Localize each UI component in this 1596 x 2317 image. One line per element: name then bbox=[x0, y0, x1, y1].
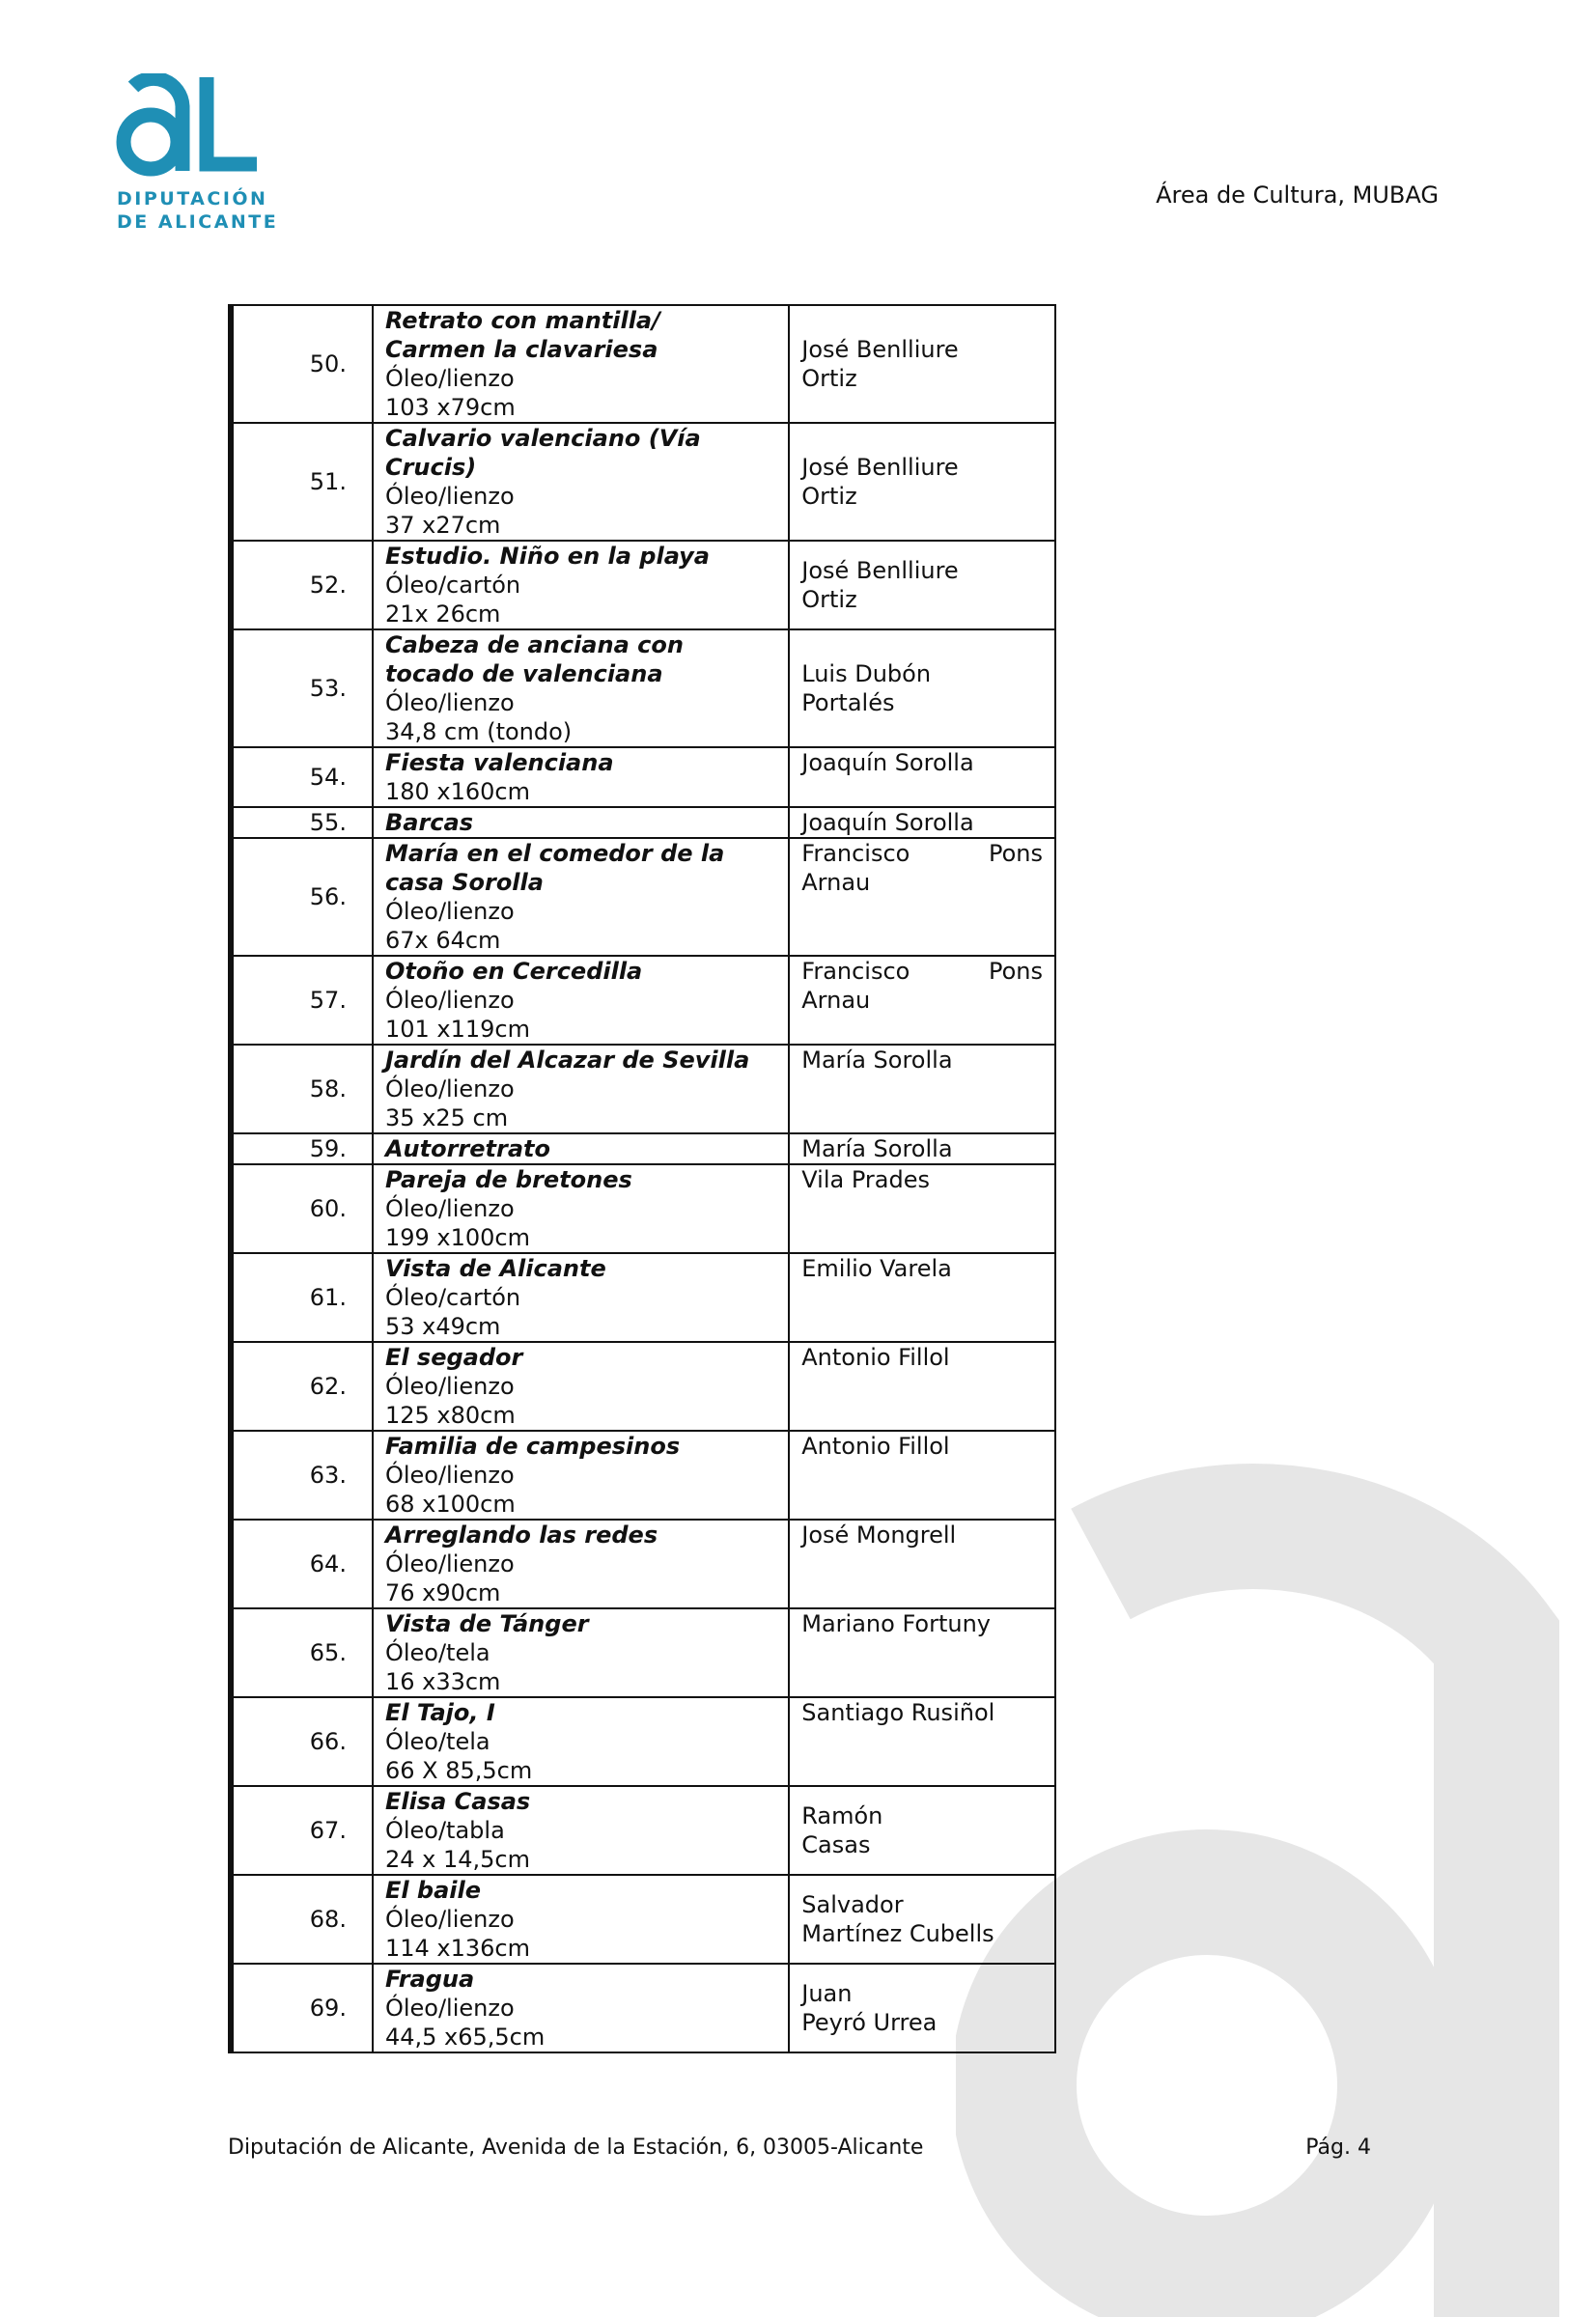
row-number: 63. bbox=[231, 1431, 373, 1520]
artwork-title: Estudio. Niño en la playa bbox=[384, 543, 710, 570]
artwork-detail: Óleo/cartón bbox=[384, 572, 521, 599]
author-cell bbox=[789, 747, 1055, 807]
artwork-detail: 44,5 x65,5cm bbox=[384, 2024, 546, 2051]
artwork-cell bbox=[373, 1697, 789, 1786]
author-name: Peyró Urrea bbox=[801, 2009, 938, 2036]
artwork-detail: 103 x79cm bbox=[384, 394, 516, 421]
author-name: Francisco Pons bbox=[801, 840, 1043, 867]
author-name: Portalés bbox=[801, 689, 895, 716]
artwork-detail: 24 x 14,5cm bbox=[384, 1846, 530, 1873]
row-number: 52. bbox=[231, 541, 373, 629]
artwork-cell bbox=[373, 1045, 789, 1133]
author-cell bbox=[789, 1164, 1055, 1253]
author-name: Casas bbox=[801, 1831, 871, 1858]
author-cell bbox=[789, 541, 1055, 629]
artwork-title: María en el comedor de la bbox=[384, 840, 725, 867]
table-row bbox=[231, 1133, 1055, 1164]
author-cell bbox=[789, 1786, 1055, 1875]
artwork-detail: 101 x119cm bbox=[384, 1016, 530, 1043]
artwork-cell bbox=[373, 1608, 789, 1697]
author-name: Salvador bbox=[801, 1891, 904, 1918]
artwork-title: Arreglando las redes bbox=[384, 1521, 658, 1549]
artwork-detail: 21x 26cm bbox=[384, 600, 501, 628]
row-number: 51. bbox=[231, 423, 373, 541]
table-row bbox=[231, 807, 1055, 838]
table-row bbox=[231, 541, 1055, 629]
artwork-title: Vista de Alicante bbox=[384, 1255, 606, 1282]
org-name-line1: DIPUTACIÓN bbox=[117, 188, 268, 209]
artwork-detail: 37 x27cm bbox=[384, 512, 501, 539]
author-cell bbox=[789, 423, 1055, 541]
author-name: Antonio Fillol bbox=[801, 1344, 950, 1371]
author-cell bbox=[789, 1608, 1055, 1697]
artwork-cell bbox=[373, 305, 789, 423]
author-name: Joaquín Sorolla bbox=[801, 809, 974, 836]
author-name: José Benlliure bbox=[801, 454, 959, 481]
artwork-detail: Óleo/cartón bbox=[384, 1284, 521, 1311]
table-row bbox=[231, 423, 1055, 541]
artwork-detail: 67x 64cm bbox=[384, 927, 501, 954]
artwork-cell bbox=[373, 423, 789, 541]
author-cell bbox=[789, 1520, 1055, 1608]
artwork-cell bbox=[373, 541, 789, 629]
row-number: 65. bbox=[231, 1608, 373, 1697]
artwork-cell bbox=[373, 838, 789, 956]
row-number: 54. bbox=[231, 747, 373, 807]
author-cell bbox=[789, 1133, 1055, 1164]
author-name: Francisco Pons bbox=[801, 958, 1043, 985]
table-row bbox=[231, 1786, 1055, 1875]
row-number: 66. bbox=[231, 1697, 373, 1786]
author-cell bbox=[789, 838, 1055, 956]
table-row bbox=[231, 1045, 1055, 1133]
author-name: Ortiz bbox=[801, 483, 857, 510]
artwork-title: Pareja de bretones bbox=[384, 1166, 632, 1193]
artwork-detail: Óleo/lienzo bbox=[384, 1906, 515, 1933]
artwork-title: Calvario valenciano (Vía bbox=[384, 425, 701, 452]
author-cell bbox=[789, 305, 1055, 423]
table-row bbox=[231, 1520, 1055, 1608]
artwork-detail: Óleo/tela bbox=[384, 1728, 490, 1755]
artwork-title: El Tajo, I bbox=[384, 1699, 495, 1726]
row-number: 59. bbox=[231, 1133, 373, 1164]
author-name: Vila Prades bbox=[801, 1166, 930, 1193]
artwork-detail: 76 x90cm bbox=[384, 1579, 501, 1606]
row-number: 60. bbox=[231, 1164, 373, 1253]
artwork-cell bbox=[373, 1520, 789, 1608]
artwork-detail: 53 x49cm bbox=[384, 1313, 501, 1340]
table-row bbox=[231, 747, 1055, 807]
author-cell bbox=[789, 1697, 1055, 1786]
artwork-title: Retrato con mantilla/ bbox=[384, 307, 660, 334]
author-name: José Benlliure bbox=[801, 336, 959, 363]
artwork-title: Fragua bbox=[384, 1966, 475, 1993]
author-cell bbox=[789, 1964, 1055, 2052]
artwork-title: tocado de valenciana bbox=[384, 660, 663, 687]
artwork-title: casa Sorolla bbox=[384, 869, 544, 896]
artwork-cell bbox=[373, 1786, 789, 1875]
artwork-cell bbox=[373, 1964, 789, 2052]
artwork-detail: Óleo/lienzo bbox=[384, 1195, 515, 1222]
artwork-cell bbox=[373, 1253, 789, 1342]
table-row bbox=[231, 629, 1055, 747]
artwork-detail: 34,8 cm (tondo) bbox=[384, 718, 573, 745]
artwork-title: Cabeza de anciana con bbox=[384, 631, 684, 658]
artwork-title: Crucis) bbox=[384, 454, 477, 481]
artwork-detail: 199 x100cm bbox=[384, 1224, 530, 1251]
artwork-cell bbox=[373, 956, 789, 1045]
author-name: José Mongrell bbox=[801, 1521, 957, 1549]
artwork-detail: 180 x160cm bbox=[384, 778, 530, 805]
author-name: María Sorolla bbox=[801, 1047, 953, 1074]
artwork-title: El segador bbox=[384, 1344, 523, 1371]
page-number: Pág. 4 bbox=[1305, 2136, 1371, 2160]
author-cell bbox=[789, 807, 1055, 838]
artwork-detail: 114 x136cm bbox=[384, 1935, 530, 1962]
artwork-title: Fiesta valenciana bbox=[384, 749, 614, 776]
artwork-title: Carmen la clavariesa bbox=[384, 336, 658, 363]
row-number: 50. bbox=[231, 305, 373, 423]
row-number: 68. bbox=[231, 1875, 373, 1964]
table-row bbox=[231, 1342, 1055, 1431]
author-name: Arnau bbox=[801, 987, 871, 1014]
author-name: Santiago Rusiñol bbox=[801, 1699, 995, 1726]
row-number: 53. bbox=[231, 629, 373, 747]
artwork-detail: 66 X 85,5cm bbox=[384, 1757, 533, 1784]
artwork-title: Barcas bbox=[384, 809, 473, 836]
artwork-cell bbox=[373, 1342, 789, 1431]
author-name: Ortiz bbox=[801, 365, 857, 392]
row-number: 55. bbox=[231, 807, 373, 838]
artwork-detail: 16 x33cm bbox=[384, 1668, 501, 1695]
artwork-title: Jardín del Alcazar de Sevilla bbox=[384, 1047, 750, 1074]
artwork-title: Vista de Tánger bbox=[384, 1610, 589, 1637]
artwork-detail: Óleo/lienzo bbox=[384, 689, 515, 716]
artwork-detail: Óleo/lienzo bbox=[384, 483, 515, 510]
artwork-detail: Óleo/lienzo bbox=[384, 987, 515, 1014]
org-name bbox=[117, 187, 278, 234]
author-name: Luis Dubón bbox=[801, 660, 932, 687]
table-row bbox=[231, 305, 1055, 423]
artwork-cell bbox=[373, 1133, 789, 1164]
author-name: María Sorolla bbox=[801, 1135, 953, 1162]
table-row bbox=[231, 1253, 1055, 1342]
artwork-detail: Óleo/lienzo bbox=[384, 1373, 515, 1400]
artwork-title: Otoño en Cercedilla bbox=[384, 958, 643, 985]
artwork-title: Familia de campesinos bbox=[384, 1433, 681, 1460]
author-name: José Benlliure bbox=[801, 557, 959, 584]
artwork-detail: Óleo/lienzo bbox=[384, 1075, 515, 1103]
author-name: Martínez Cubells bbox=[801, 1920, 994, 1947]
artwork-detail: 68 x100cm bbox=[384, 1491, 516, 1518]
artwork-title: Autorretrato bbox=[384, 1135, 550, 1162]
table-row bbox=[231, 1431, 1055, 1520]
artwork-detail: Óleo/lienzo bbox=[384, 1462, 515, 1489]
author-cell bbox=[789, 1342, 1055, 1431]
artwork-cell bbox=[373, 1164, 789, 1253]
artwork-cell bbox=[373, 1431, 789, 1520]
artwork-detail: Óleo/lienzo bbox=[384, 1550, 515, 1577]
author-name: Arnau bbox=[801, 869, 871, 896]
artwork-title: Elisa Casas bbox=[384, 1788, 531, 1815]
author-name: Joaquín Sorolla bbox=[801, 749, 974, 776]
artwork-cell bbox=[373, 1875, 789, 1964]
artwork-title: El baile bbox=[384, 1877, 482, 1904]
artwork-cell bbox=[373, 747, 789, 807]
org-name-line2: DE ALICANTE bbox=[117, 211, 279, 233]
author-cell bbox=[789, 1253, 1055, 1342]
row-number: 57. bbox=[231, 956, 373, 1045]
artwork-detail: Óleo/lienzo bbox=[384, 1995, 515, 2022]
artwork-detail: Óleo/tabla bbox=[384, 1817, 505, 1844]
author-name: Juan bbox=[801, 1980, 853, 2007]
artwork-detail: 35 x25 cm bbox=[384, 1104, 509, 1131]
artwork-cell bbox=[373, 807, 789, 838]
author-cell bbox=[789, 1431, 1055, 1520]
row-number: 67. bbox=[231, 1786, 373, 1875]
table-row bbox=[231, 1164, 1055, 1253]
author-cell bbox=[789, 1875, 1055, 1964]
table-row bbox=[231, 1697, 1055, 1786]
author-name: Ramón bbox=[801, 1802, 883, 1829]
artwork-cell bbox=[373, 629, 789, 747]
artwork-detail: Óleo/lienzo bbox=[384, 898, 515, 925]
author-name: Emilio Varela bbox=[801, 1255, 952, 1282]
row-number: 56. bbox=[231, 838, 373, 956]
header-area: Área de Cultura, MUBAG bbox=[1156, 181, 1439, 209]
diputacion-logo-icon bbox=[114, 73, 259, 181]
table-row bbox=[231, 1608, 1055, 1697]
row-number: 64. bbox=[231, 1520, 373, 1608]
artworks-table bbox=[228, 304, 1056, 2053]
author-name: Ortiz bbox=[801, 586, 857, 613]
table-row bbox=[231, 956, 1055, 1045]
footer-address: Diputación de Alicante, Avenida de la Estación, 6, 03005-Alicante bbox=[228, 2136, 924, 2160]
table-row bbox=[231, 1964, 1055, 2052]
row-number: 69. bbox=[231, 1964, 373, 2052]
artwork-detail: Óleo/lienzo bbox=[384, 365, 515, 392]
row-number: 61. bbox=[231, 1253, 373, 1342]
table-row bbox=[231, 838, 1055, 956]
author-name: Mariano Fortuny bbox=[801, 1610, 991, 1637]
artwork-detail: 125 x80cm bbox=[384, 1402, 516, 1429]
table-row bbox=[231, 1875, 1055, 1964]
author-name: Antonio Fillol bbox=[801, 1433, 950, 1460]
author-cell bbox=[789, 956, 1055, 1045]
row-number: 58. bbox=[231, 1045, 373, 1133]
author-cell bbox=[789, 1045, 1055, 1133]
artwork-detail: Óleo/tela bbox=[384, 1639, 490, 1666]
author-cell bbox=[789, 629, 1055, 747]
row-number: 62. bbox=[231, 1342, 373, 1431]
